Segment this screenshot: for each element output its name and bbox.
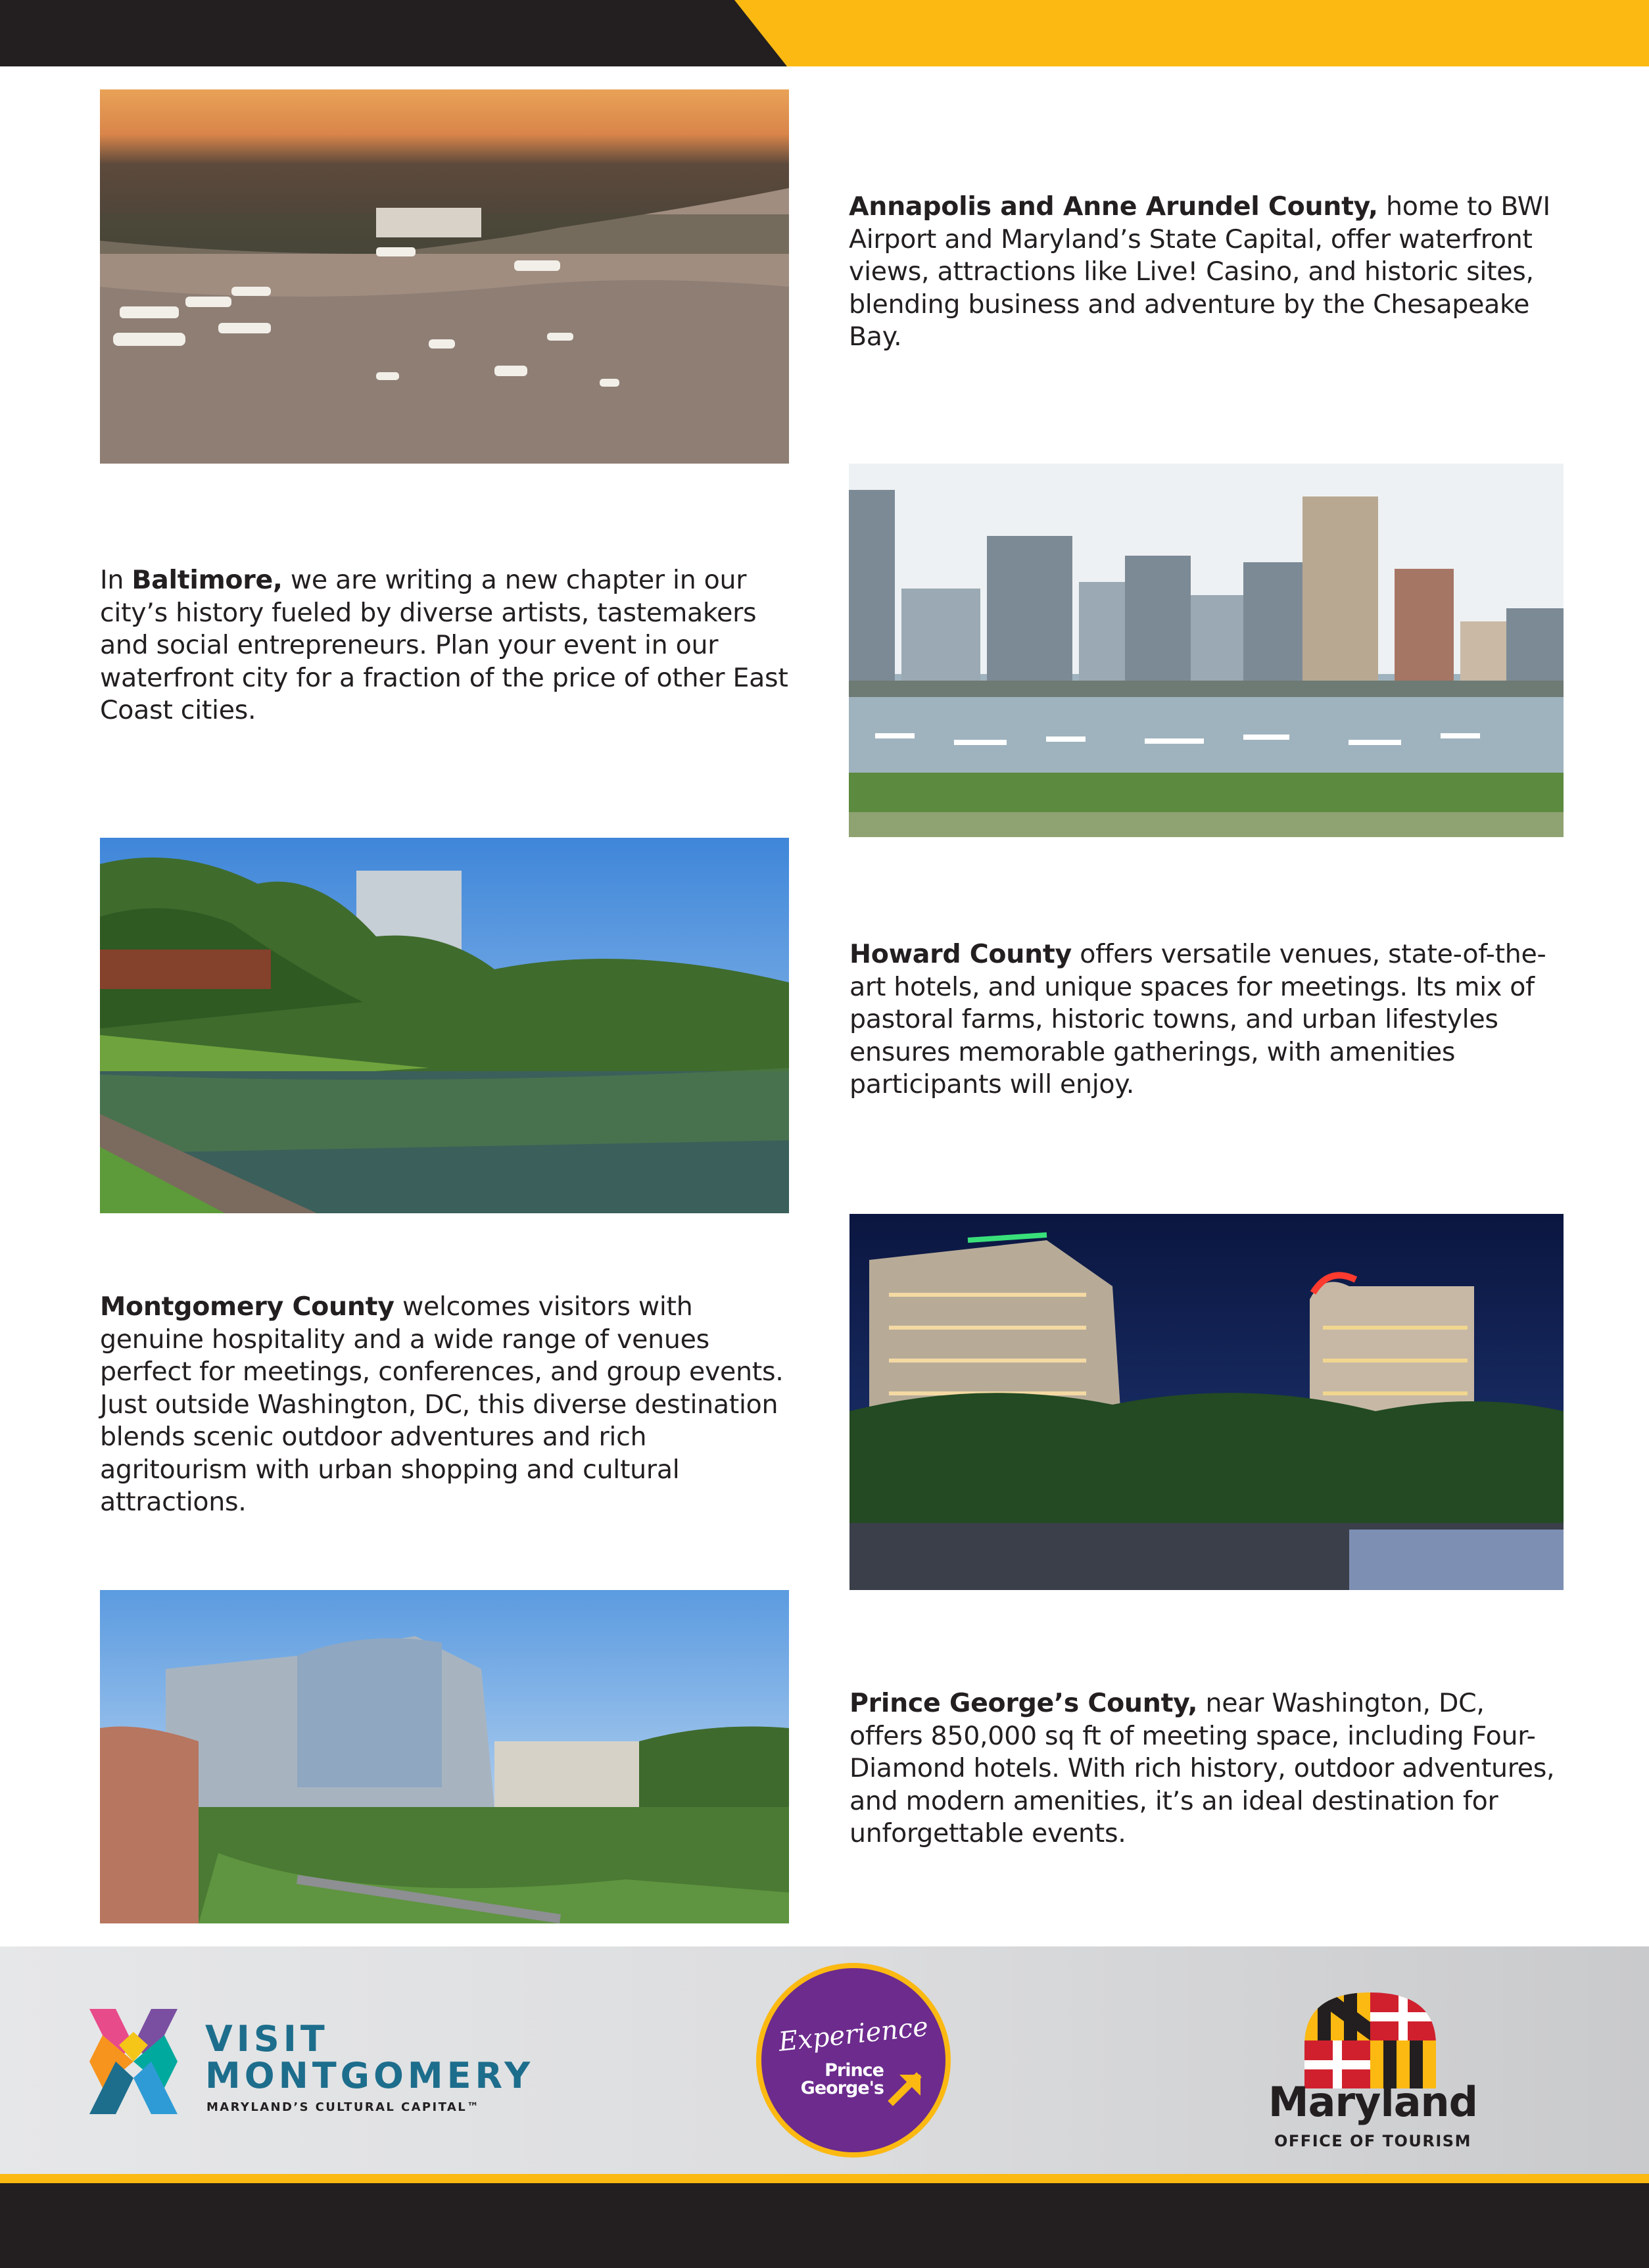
experience-pg-script: Experience [777, 2012, 930, 2058]
experience-prince-georges-logo [756, 1963, 951, 2158]
section-princegeorges-text [849, 1687, 1563, 1850]
top-accent-stripe [734, 0, 1649, 66]
maryland-flag-icon [1304, 1992, 1436, 2088]
maryland-wordmark: Maryland [1268, 2078, 1478, 2126]
maryland-tourism-logo [1268, 1992, 1478, 2157]
section-baltimore-text [100, 564, 797, 727]
photo-princegeorges-resort [100, 1590, 789, 1923]
bottom-bar [0, 2183, 1649, 2268]
section-annapolis-highlight: Annapolis and Anne Arundel County, [849, 191, 1378, 222]
section-howard-highlight: Howard County [849, 939, 1072, 969]
visit-montgomery-mark-icon [89, 2009, 178, 2114]
section-baltimore-highlight: Baltimore, [131, 565, 283, 595]
section-montgomery-text [100, 1291, 797, 1519]
visit-montgomery-tagline: MARYLAND’S CULTURAL CAPITAL™ [206, 2100, 481, 2114]
footer-gold-line [0, 2174, 1649, 2183]
experience-pg-name-line1: Prince [824, 2060, 884, 2081]
experience-pg-badge [761, 1968, 945, 2152]
prince-georges-arrow-icon [888, 2068, 926, 2106]
section-princegeorges-highlight: Prince George’s County, [849, 1688, 1198, 1718]
photo-howard-lakefront [100, 838, 789, 1213]
section-annapolis-text [849, 191, 1562, 354]
visit-montgomery-logo [89, 2009, 537, 2121]
section-baltimore-lead: In [100, 565, 132, 595]
visit-montgomery-line2: MONTGOMERY [205, 2055, 535, 2096]
experience-pg-name-line2: George's [800, 2078, 884, 2098]
section-princegeorges-body: near Washington, DC, offers 850,000 sq ft of meeting space, including Four-Diamond hotels. With rich history, outdoor adventures, and modern amenities, it’s an ideal destination for unforgettable events. [849, 1688, 1555, 1848]
section-montgomery-highlight: Montgomery County [100, 1291, 394, 1322]
section-howard-body: offers versatile venues, state-of-the-art hotels, and unique spaces for meetings. Its mix of pastoral farms, historic towns, and urban lifestyles ensures memorable gatherings, with amenities participants will enjoy. [849, 939, 1546, 1099]
section-montgomery-body: welcomes visitors with genuine hospitality and a wide range of venues perfect for meetings, conferences, and group events. Just outside Washington, DC, this diverse destination blends scenic outdoor adventures and rich agritourism with urban shopping and cultural attractions. [100, 1291, 784, 1517]
photo-montgomery-night [849, 1214, 1564, 1590]
maryland-office-of-tourism: OFFICE OF TOURISM [1274, 2132, 1471, 2150]
visit-montgomery-line1: VISIT [205, 2018, 329, 2060]
photo-baltimore-skyline [849, 464, 1564, 837]
section-howard-text [849, 938, 1563, 1101]
experience-pg-name [785, 2062, 884, 2097]
section-annapolis-body: home to BWI Airport and Maryland’s State Capital, offer waterfront views, attractions like Live! Casino, and historic sites, blending business and adventure by the Chesapeake Bay. [849, 191, 1550, 352]
section-baltimore-body: we are writing a new chapter in our city’s history fueled by diverse artists, tastemakers and social entrepreneurs. Plan your event in our waterfront city for a fraction of the price of other East Coast cities. [100, 565, 788, 725]
photo-annapolis-harbor [100, 89, 789, 464]
